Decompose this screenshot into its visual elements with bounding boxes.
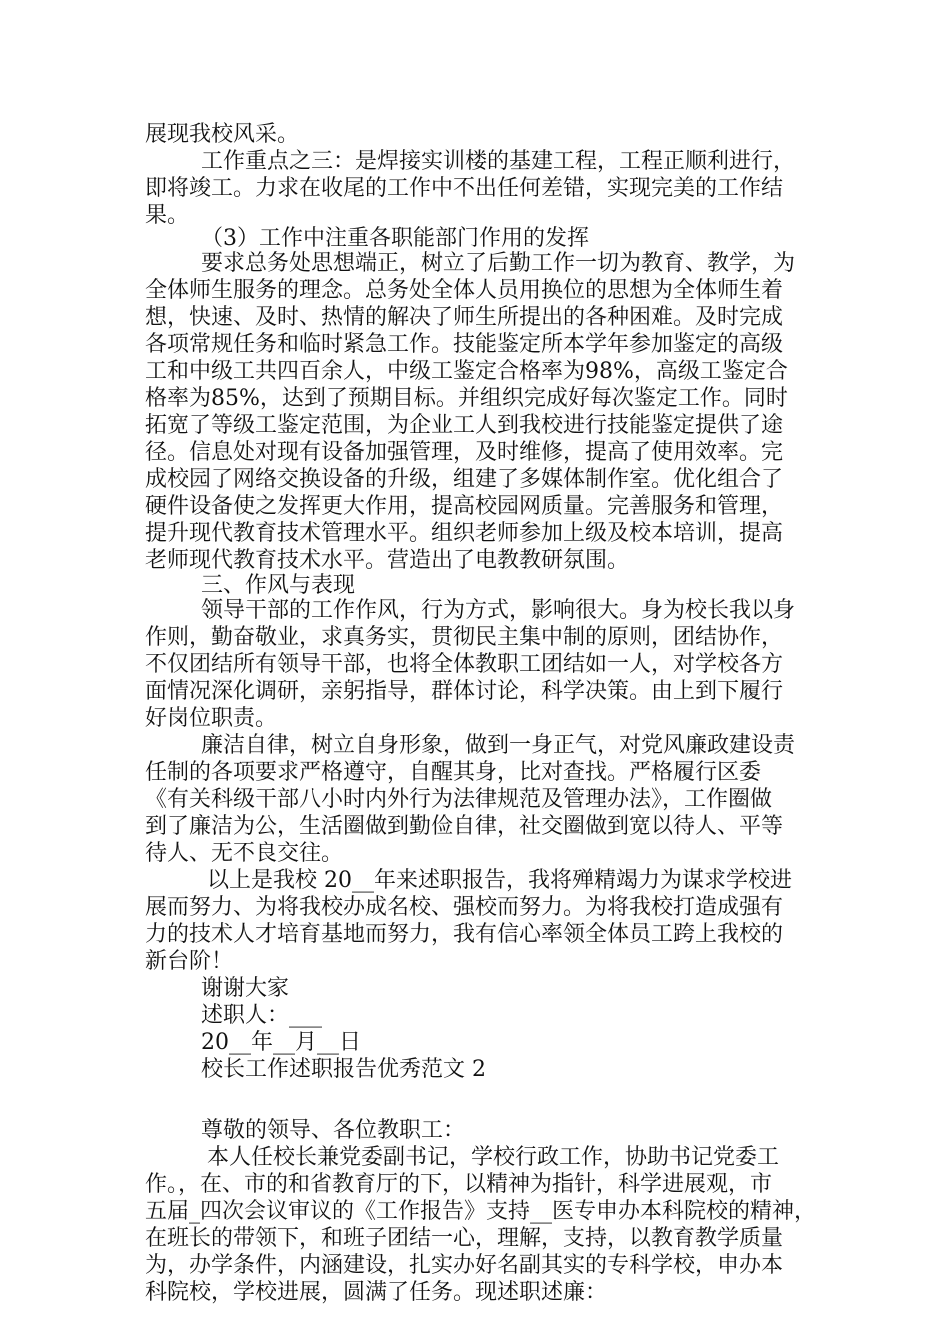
text-line: 径。信息处对现有设备加强管理，及时维修，提高了使用效率。完 xyxy=(145,440,784,465)
salutation: 尊敬的领导、各位教职工： xyxy=(201,1118,466,1143)
text-line: 提升现代教育技术管理水平。组织老师参加上级及校本培训，提高 xyxy=(145,521,784,546)
signature-line: 述职人：___ xyxy=(201,1003,323,1028)
section-heading: 三、作风与表现 xyxy=(201,573,356,598)
text-line: 为，办学条件，内涵建设，扎实办好名副其实的专科学校，申办本 xyxy=(145,1253,784,1278)
text-line: 想，快速、及时、热情的解决了师生所提出的各种困难。及时完成 xyxy=(145,305,784,330)
section-heading: （3）工作中注重各职能部门作用的发挥 xyxy=(201,226,589,251)
text-line: 工作重点之三：是焊接实训楼的基建工程，工程正顺利进行， xyxy=(201,149,796,174)
date-line: 20__年__月__日 xyxy=(201,1030,361,1055)
text-line: 展而努力、为将我校办成名校、强校而努力。为将我校打造成强有 xyxy=(145,895,784,920)
text-line: 五届_四次会议审议的《工作报告》支持__医专申办本科院校的精神， xyxy=(145,1199,817,1224)
text-line: 作。，在、市的和省教育厅的下，以精神为指针，科学进展观，市 xyxy=(145,1172,773,1197)
closing-thanks: 谢谢大家 xyxy=(201,976,290,1001)
text-line: 以上是我校 20__年来述职报告，我将殚精竭力为谋求学校进 xyxy=(207,868,792,893)
text-line: 任制的各项要求严格遵守，自醒其身，比对查找。严格履行区委 xyxy=(145,760,762,785)
text-line: 作则，勤奋敬业，求真务实，贯彻民主集中制的原则，团结协作， xyxy=(145,625,784,650)
text-line: 工和中级工共四百余人，中级工鉴定合格率为98%，高级工鉴定合 xyxy=(145,359,788,384)
text-line: 新台阶！ xyxy=(145,949,234,974)
text-line: 待人、无不良交往。 xyxy=(145,841,344,866)
text-line: 即将竣工。力求在收尾的工作中不出任何差错，实现完美的工作结 xyxy=(145,176,784,201)
text-line: 面情况深化调研，亲躬指导，群体讨论，科学决策。由上到下履行 xyxy=(145,679,784,704)
text-line: 要求总务处思想端正，树立了后勤工作一切为教育、教学，为 xyxy=(201,251,796,276)
text-line: 科院校，学校进展，圆满了任务。现述职述廉： xyxy=(145,1280,608,1305)
text-line: 果。 xyxy=(145,203,190,228)
text-line: 全体师生服务的理念。总务处全体人员用换位的思想为全体师生着 xyxy=(145,278,784,303)
text-line: 成校园了网络交换设备的升级，组建了多媒体制作室。优化组合了 xyxy=(145,467,784,492)
text-line: 各项常规任务和临时紧急工作。技能鉴定所本学年参加鉴定的高级 xyxy=(145,332,784,357)
text-line: 硬件设备使之发挥更大作用，提高校园网质量。完善服务和管理， xyxy=(145,494,784,519)
text-line: 到了廉洁为公，生活圈做到勤俭自律，社交圈做到宽以待人、平等 xyxy=(145,814,784,839)
text-line: 好岗位职责。 xyxy=(145,706,278,731)
text-line: 《有关科级干部八小时内外行为法律规范及管理办法》，工作圈做 xyxy=(145,787,773,812)
text-line: 拓宽了等级工鉴定范围，为企业工人到我校进行技能鉴定提供了途 xyxy=(145,413,784,438)
text-line: 在班长的带领下，和班子团结一心，理解，支持，以教育教学质量 xyxy=(145,1226,784,1251)
text-line: 廉洁自律，树立自身形象，做到一身正气，对党风廉政建设责 xyxy=(201,733,796,758)
text-line: 老师现代教育技术水平。营造出了电教教研氛围。 xyxy=(145,548,630,573)
text-line: 格率为85%，达到了预期目标。并组织完成好每次鉴定工作。同时 xyxy=(145,386,788,411)
text-line: 本人任校长兼党委副书记，学校行政工作，协助书记党委工 xyxy=(207,1145,780,1170)
document-title: 校长工作述职报告优秀范文 2 xyxy=(201,1057,486,1082)
text-line: 展现我校风采。 xyxy=(145,122,300,147)
text-line: 不仅团结所有领导干部，也将全体教职工团结如一人，对学校各方 xyxy=(145,652,784,677)
text-line: 力的技术人才培育基地而努力，我有信心率领全体员工跨上我校的 xyxy=(145,922,784,947)
text-line: 领导干部的工作作风，行为方式，影响很大。身为校长我以身 xyxy=(201,598,796,623)
